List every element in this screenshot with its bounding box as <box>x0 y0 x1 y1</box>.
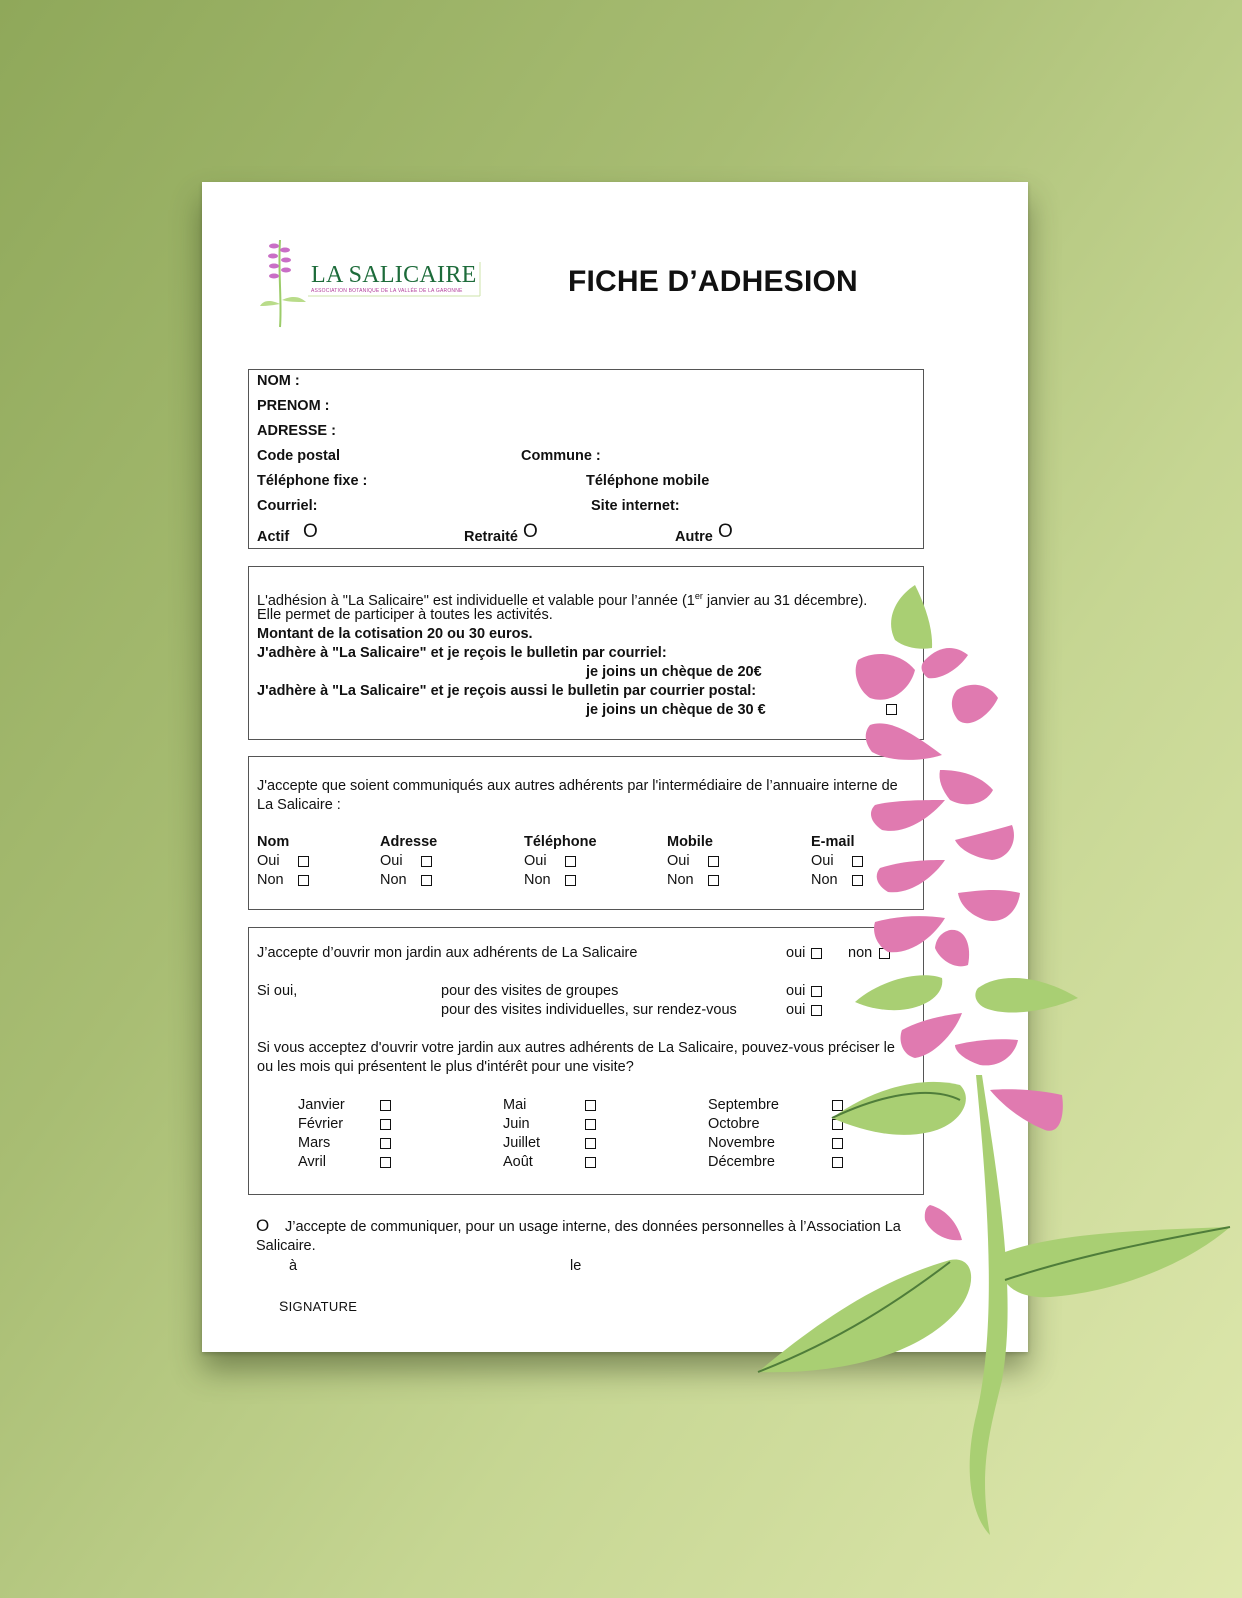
membership-form-sheet <box>202 182 1028 1352</box>
adhesion-validity-text: L'adhésion à "La Salicaire" est individuelle et valable pour l’année (1er janvier au 31 décembre). <box>257 591 868 609</box>
prenom-label: PRENOM : <box>257 398 330 414</box>
logo-name: LA SALICAIRE <box>311 262 477 288</box>
jardin-section <box>248 927 924 1195</box>
annuaire-mobile-non-checkbox[interactable] <box>708 875 719 886</box>
visites-groupes-label: pour des visites de groupes <box>441 983 619 999</box>
annuaire-section <box>248 756 924 910</box>
date-label: le <box>570 1258 582 1274</box>
annuaire-consent-text-2: La Salicaire : <box>257 797 341 813</box>
option-courriel-text: J'adhère à "La Salicaire" et je reçois le bulletin par courriel: <box>257 645 667 661</box>
jardin-non-label: non <box>848 945 873 961</box>
signature-label: SIGNATURE <box>279 1298 358 1314</box>
month-fevrier-checkbox[interactable] <box>380 1119 391 1130</box>
cheque-20-text: je joins un chèque de 20€ <box>586 664 762 680</box>
place-label: à <box>289 1258 298 1274</box>
identity-section <box>248 369 924 549</box>
annuaire-mobile-oui-checkbox[interactable] <box>708 856 719 867</box>
month-juillet-checkbox[interactable] <box>585 1138 596 1149</box>
courriel-label: Courriel: <box>257 498 318 514</box>
annuaire-adresse-non-checkbox[interactable] <box>421 875 432 886</box>
cheque-20-checkbox[interactable] <box>886 666 897 677</box>
telephone-fixe-label: Téléphone fixe : <box>257 473 368 489</box>
commune-label: Commune : <box>521 448 601 464</box>
cotisation-amount-text: Montant de la cotisation 20 ou 30 euros. <box>257 626 533 642</box>
status-retraite-radio[interactable]: O <box>523 521 538 542</box>
jardin-oui-checkbox[interactable] <box>811 948 822 959</box>
jardin-oui-label: oui <box>786 945 806 961</box>
month-mai-checkbox[interactable] <box>585 1100 596 1111</box>
annuaire-mobile-oui-label: Oui <box>667 853 690 869</box>
month-aout-label: Août <box>503 1154 533 1170</box>
annuaire-nom-non-checkbox[interactable] <box>298 875 309 886</box>
month-juin-checkbox[interactable] <box>585 1119 596 1130</box>
status-retraite-label: Retraité <box>464 529 518 545</box>
status-autre-radio[interactable]: O <box>718 521 733 542</box>
nom-label: NOM : <box>257 373 300 389</box>
month-avril-label: Avril <box>298 1154 326 1170</box>
status-autre-label: Autre <box>675 529 713 545</box>
groupes-oui-label: oui <box>786 983 806 999</box>
month-novembre-label: Novembre <box>708 1135 775 1151</box>
annuaire-col-email: E-mail <box>811 834 855 850</box>
data-consent-radio[interactable]: O <box>256 1216 270 1235</box>
adhesion-activities-text: Elle permet de participer à toutes les activités. <box>257 607 553 623</box>
month-decembre-checkbox[interactable] <box>832 1157 843 1168</box>
month-mars-checkbox[interactable] <box>380 1138 391 1149</box>
status-actif-radio[interactable]: O <box>303 521 318 542</box>
annuaire-email-non-checkbox[interactable] <box>852 875 863 886</box>
annuaire-telephone-non-label: Non <box>524 872 551 888</box>
month-mars-label: Mars <box>298 1135 331 1151</box>
annuaire-adresse-oui-label: Oui <box>380 853 403 869</box>
annuaire-telephone-non-checkbox[interactable] <box>565 875 576 886</box>
annuaire-telephone-oui-label: Oui <box>524 853 547 869</box>
jardin-consent-text: J’accepte d’ouvrir mon jardin aux adhérents de La Salicaire <box>257 945 638 961</box>
month-aout-checkbox[interactable] <box>585 1157 596 1168</box>
visites-individuelles-label: pour des visites individuelles, sur rendez-vous <box>441 1002 737 1018</box>
individuelles-oui-label: oui <box>786 1002 806 1018</box>
annuaire-nom-oui-checkbox[interactable] <box>298 856 309 867</box>
month-decembre-label: Décembre <box>708 1154 775 1170</box>
month-janvier-label: Janvier <box>298 1097 345 1113</box>
telephone-mobile-label: Téléphone mobile <box>586 473 710 489</box>
month-octobre-label: Octobre <box>708 1116 760 1132</box>
month-juillet-label: Juillet <box>503 1135 541 1151</box>
data-consent-text: J’accepte de communiquer, pour un usage interne, des données personnelles à l’Association La <box>285 1219 901 1235</box>
groupes-oui-checkbox[interactable] <box>811 986 822 997</box>
month-fevrier-label: Février <box>298 1116 344 1132</box>
month-avril-checkbox[interactable] <box>380 1157 391 1168</box>
page-title: FICHE D’ADHESION <box>568 265 858 298</box>
annuaire-consent-text: J'accepte que soient communiqués aux autres adhérents par l'intermédiaire de l’annuaire interne de <box>257 778 898 794</box>
month-janvier-checkbox[interactable] <box>380 1100 391 1111</box>
months-question-text: Si vous acceptez d'ouvrir votre jardin aux autres adhérents de La Salicaire, pouvez-vous préciser le <box>257 1040 895 1056</box>
annuaire-telephone-oui-checkbox[interactable] <box>565 856 576 867</box>
annuaire-adresse-non-label: Non <box>380 872 407 888</box>
month-octobre-checkbox[interactable] <box>832 1119 843 1130</box>
jardin-non-checkbox[interactable] <box>879 948 890 959</box>
annuaire-email-oui-label: Oui <box>811 853 834 869</box>
annuaire-col-mobile: Mobile <box>667 834 713 850</box>
cheque-30-checkbox[interactable] <box>886 704 897 715</box>
month-septembre-label: Septembre <box>708 1097 779 1113</box>
month-septembre-checkbox[interactable] <box>832 1100 843 1111</box>
month-juin-label: Juin <box>503 1116 530 1132</box>
annuaire-col-nom: Nom <box>257 834 290 850</box>
annuaire-email-oui-checkbox[interactable] <box>852 856 863 867</box>
option-postal-text: J'adhère à "La Salicaire" et je reçois aussi le bulletin par courrier postal: <box>257 683 757 699</box>
cheque-30-text: je joins un chèque de 30 € <box>586 702 766 718</box>
annuaire-mobile-non-label: Non <box>667 872 694 888</box>
data-consent-text-2: Salicaire. <box>256 1238 316 1254</box>
logo-tagline: ASSOCIATION BOTANIQUE DE LA VALLÉE DE LA GARONNE <box>311 288 463 294</box>
annuaire-col-telephone: Téléphone <box>524 834 597 850</box>
site-internet-label: Site internet: <box>591 498 680 514</box>
individuelles-oui-checkbox[interactable] <box>811 1005 822 1016</box>
si-oui-label: Si oui, <box>257 983 298 999</box>
status-actif-label: Actif <box>257 529 290 545</box>
month-novembre-checkbox[interactable] <box>832 1138 843 1149</box>
code-postal-label: Code postal <box>257 448 340 464</box>
annuaire-adresse-oui-checkbox[interactable] <box>421 856 432 867</box>
adresse-label: ADRESSE : <box>257 423 336 439</box>
annuaire-email-non-label: Non <box>811 872 838 888</box>
months-question-text-2: ou les mois qui présentent le plus d'intérêt pour une visite? <box>257 1059 634 1075</box>
annuaire-nom-oui-label: Oui <box>257 853 280 869</box>
month-mai-label: Mai <box>503 1097 527 1113</box>
adhesion-section <box>248 566 924 740</box>
annuaire-col-adresse: Adresse <box>380 834 438 850</box>
annuaire-nom-non-label: Non <box>257 872 284 888</box>
